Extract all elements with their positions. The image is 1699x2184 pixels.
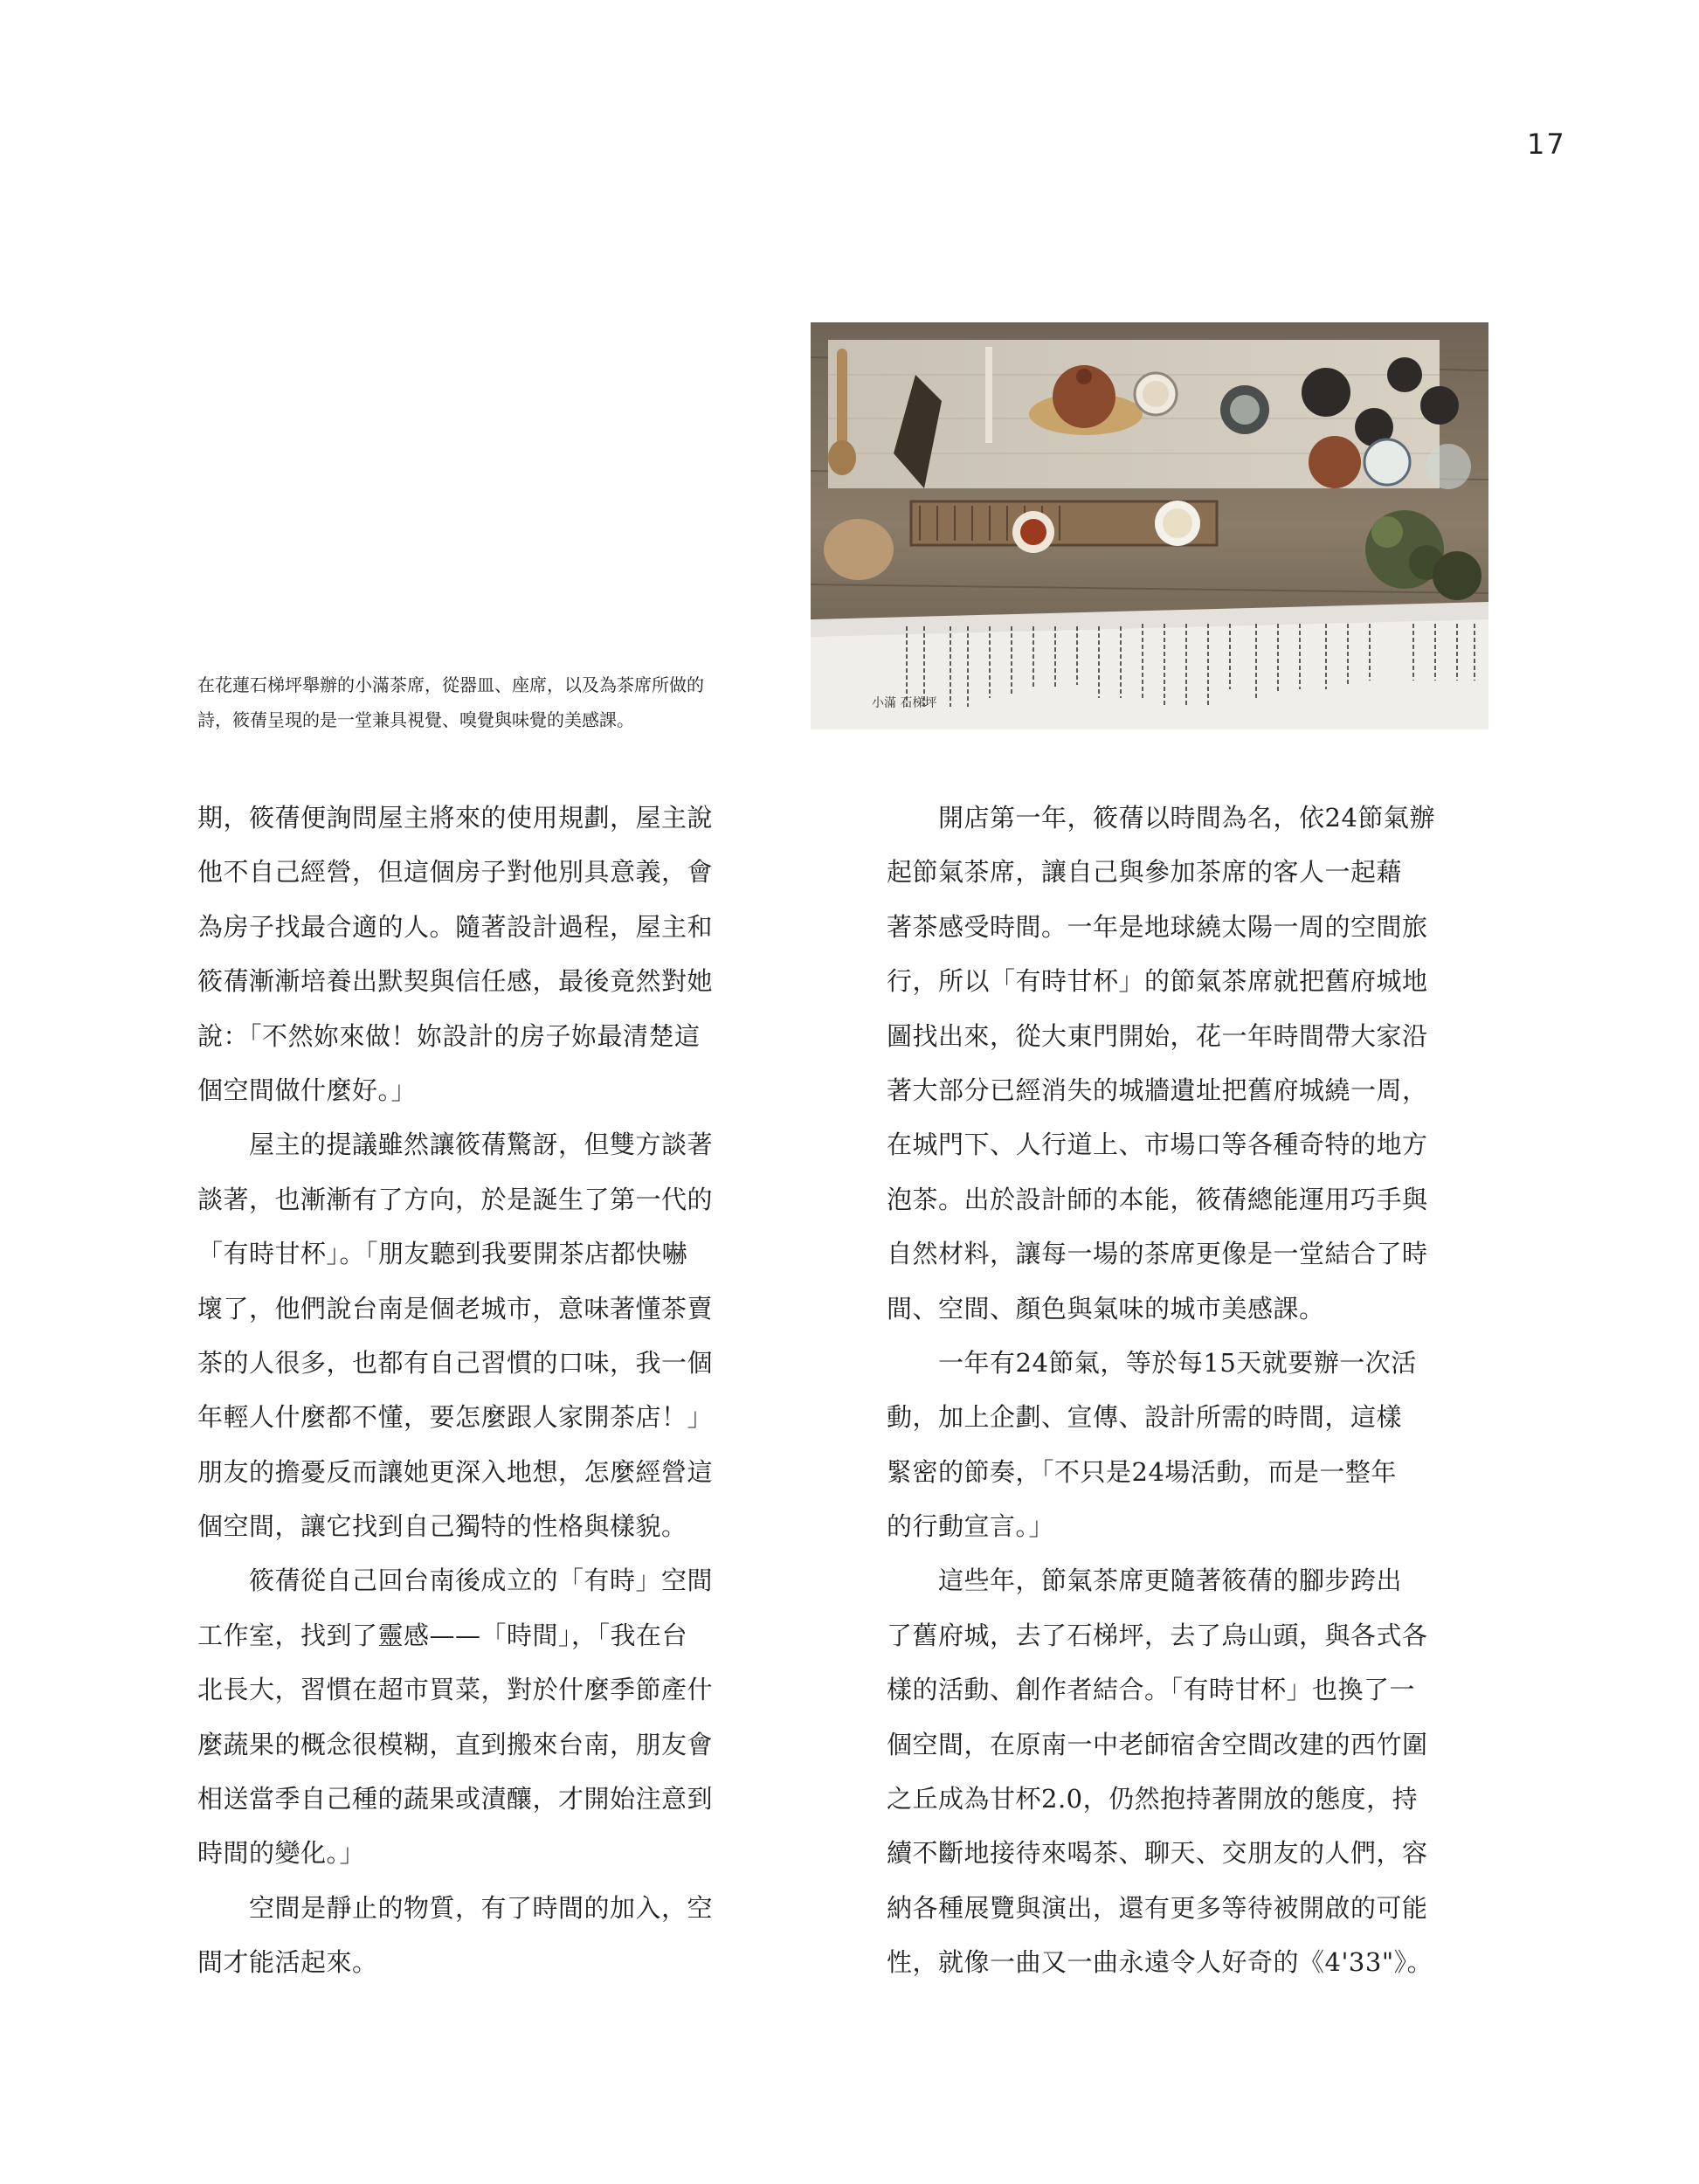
text-line: 在城門下、人行道上、市場口等各種奇特的地方 — [887, 1130, 1428, 1160]
left-text-column — [197, 791, 800, 1990]
photo-caption — [197, 667, 800, 737]
text-line: 年輕人什麼都不懂，要怎麼跟人家開茶店！」 — [197, 1402, 714, 1433]
text-line: 朋友的擔憂反而讓她更深入地想，怎麼經營這 — [197, 1456, 714, 1487]
page-number: 17 — [1527, 128, 1566, 161]
text-line: 相送當季自己種的蔬果或漬釀，才開始注意到 — [197, 1784, 714, 1814]
text-line: 筱蒨漸漸培養出默契與信任感，最後竟然對她 — [197, 966, 714, 997]
text-line: 之丘成為甘杯2.0，仍然抱持著開放的態度，持 — [887, 1784, 1419, 1814]
text-line: 續不斷地接待來喝茶、聊天、交朋友的人們，容 — [887, 1838, 1428, 1869]
text-line: 開店第一年，筱蒨以時間為名，依24節氣辦 — [887, 803, 1435, 833]
text-line: 這些年，節氣茶席更隨著筱蒨的腳步跨出 — [887, 1565, 1403, 1596]
text-line: 為房子找最合適的人。隨著設計過程，屋主和 — [197, 911, 714, 942]
tea-ceremony-photo — [811, 322, 1488, 729]
text-line: 工作室，找到了靈感——「時間」，「我在台 — [197, 1620, 688, 1650]
text-line: 性，就像一曲又一曲永遠令人好奇的《4'33"》。 — [887, 1947, 1433, 1978]
text-line: 樣的活動、創作者結合。「有時甘杯」也換了一 — [887, 1675, 1416, 1705]
text-line: 納各種展覽與演出，還有更多等待被開啟的可能 — [887, 1892, 1428, 1923]
text-line: 的行動宣言。」 — [887, 1511, 1055, 1542]
text-line: 起節氣茶席，讓自己與參加茶席的客人一起藉 — [887, 857, 1403, 888]
caption-line: 在花蓮石梯坪舉辦的小滿茶席，從器皿、座席，以及為茶席所做的 — [197, 674, 704, 695]
text-line: 麼蔬果的概念很模糊，直到搬來台南，朋友會 — [197, 1729, 714, 1759]
text-line: 他不自己經營，但這個房子對他別具意義，會 — [197, 857, 714, 888]
text-line: 茶的人很多，也都有自己習慣的口味，我一個 — [197, 1347, 714, 1378]
caption-line: 詩，筱蒨呈現的是一堂兼具視覺、嗅覺與味覺的美感課。 — [197, 709, 634, 730]
text-line: 個空間做什麼好。」 — [197, 1075, 418, 1105]
text-line: 個空間，讓它找到自己獨特的性格與樣貌。 — [197, 1511, 687, 1542]
text-line: 動，加上企劃、宣傳、設計所需的時間，這樣 — [887, 1402, 1403, 1433]
text-line: 說：「不然妳來做！妳設計的房子妳最清楚這 — [197, 1020, 701, 1051]
text-line: 著茶感受時間。一年是地球繞太陽一周的空間旅 — [887, 911, 1428, 942]
text-line: 行，所以「有時甘杯」的節氣茶席就把舊府城地 — [887, 966, 1428, 997]
text-line: 屋主的提議雖然讓筱蒨驚訝，但雙方談著 — [197, 1130, 714, 1160]
text-line: 間、空間、顏色與氣味的城市美感課。 — [887, 1293, 1325, 1324]
text-line: 個空間，在原南一中老師宿舍空間改建的西竹圍 — [887, 1729, 1428, 1759]
text-line: 壞了，他們說台南是個老城市，意味著懂茶賣 — [197, 1293, 714, 1324]
text-line: 了舊府城，去了石梯坪，去了烏山頭，與各式各 — [887, 1620, 1428, 1650]
text-line: 談著，也漸漸有了方向，於是誕生了第一代的 — [197, 1184, 714, 1214]
text-line: 間才能活起來。 — [197, 1947, 378, 1978]
text-line: 空間是靜止的物質，有了時間的加入，空 — [197, 1892, 714, 1923]
text-line: 北長大，習慣在超市買菜，對於什麼季節產什 — [197, 1675, 714, 1705]
scroll-signature: 小滿 石梯坪 — [872, 696, 937, 710]
text-line: 「有時甘杯」。「朋友聽到我要開茶店都快嚇 — [197, 1239, 688, 1269]
right-text-column — [887, 791, 1489, 1990]
text-line: 時間的變化。」 — [197, 1838, 366, 1869]
text-line: 泡茶。出於設計師的本能，筱蒨總能運用巧手與 — [887, 1184, 1428, 1214]
text-line: 圖找出來，從大東門開始，花一年時間帶大家沿 — [887, 1020, 1428, 1051]
text-line: 自然材料，讓每一場的茶席更像是一堂結合了時 — [887, 1239, 1428, 1269]
text-line: 期，筱蒨便詢問屋主將來的使用規劃，屋主說 — [197, 803, 714, 833]
text-line: 筱蒨從自己回台南後成立的「有時」空間 — [197, 1565, 714, 1596]
text-line: 緊密的節奏，「不只是24場活動，而是一整年 — [887, 1456, 1397, 1487]
text-line: 著大部分已經消失的城牆遺址把舊府城繞一周， — [887, 1075, 1428, 1105]
text-line: 一年有24節氣，等於每15天就要辦一次活 — [887, 1347, 1417, 1378]
